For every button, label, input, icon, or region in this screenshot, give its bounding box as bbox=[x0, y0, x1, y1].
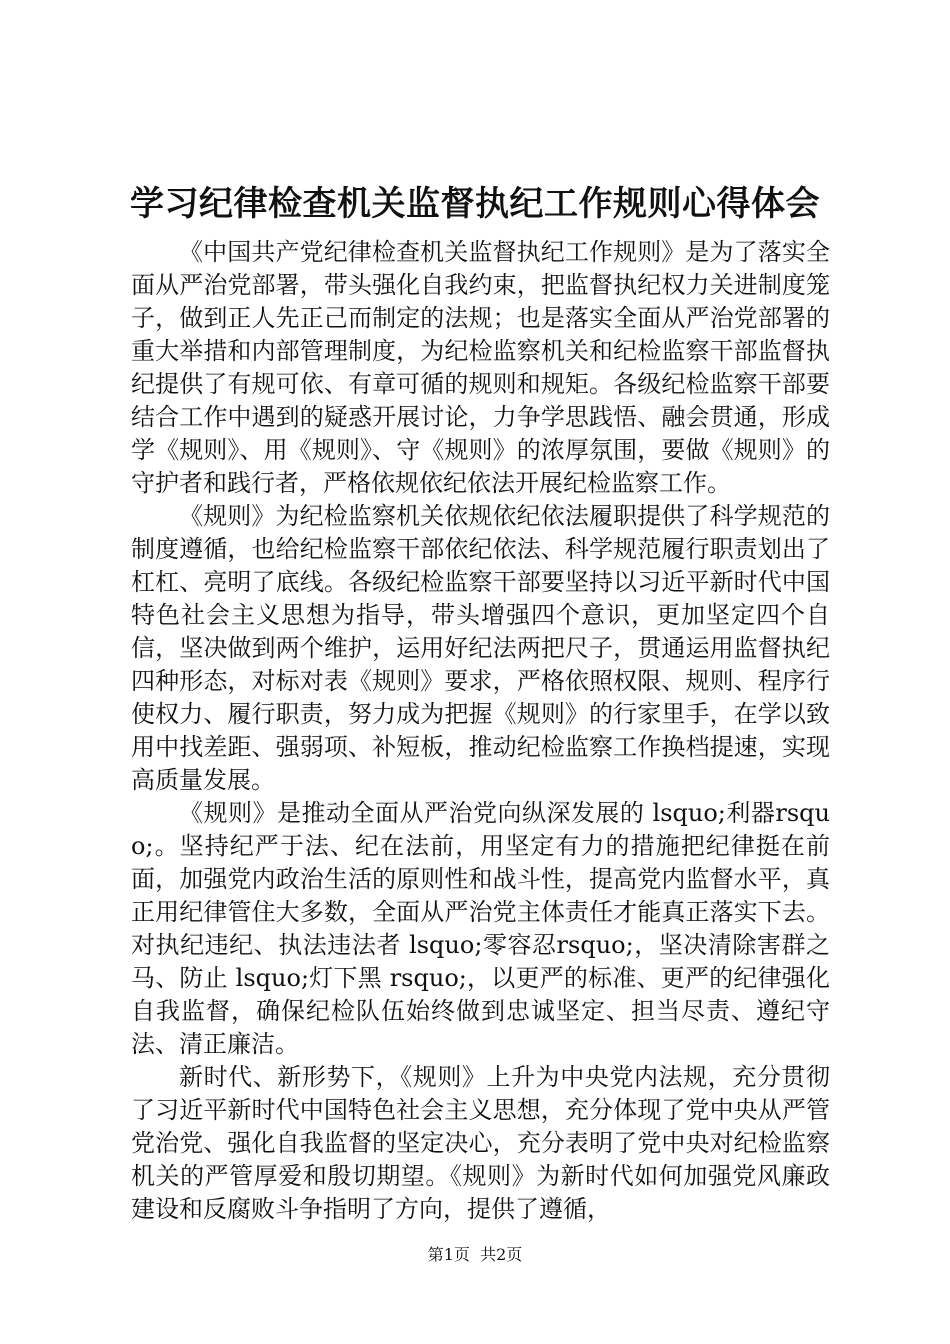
paragraph-2: 《规则》为纪检监察机关依规依纪依法履职提供了科学规范的制度遵循，也给纪检监察干部依纪依法、科学规范履行职责划出了杠杠、亮明了底线。各级纪检监察干部要坚持以习近平新时代中国特色社会主义思想为指导，带头增强四个意识，更加坚定四个自信，坚决做到两个维护，运用好纪法两把尺子，贯通运用监督执纪四种形态，对标对表《规则》要求，严格依照权限、规则、程序行使权力、履行职责，努力成为把握《规则》的行家里手，在学以致用中找差距、强弱项、补短板，推动纪检监察工作换档提速，实现高质量发展。 bbox=[131, 502, 830, 794]
document-title: 学习纪律检查机关监督执纪工作规则心得体会 bbox=[130, 184, 820, 224]
paragraph-1: 《中国共产党纪律检查机关监督执纪工作规则》是为了落实全面从严治党部署，带头强化自我约束，把监督执纪权力关进制度笼子，做到正人先正己而制定的法规；也是落实全面从严治党部署的重大举措和内部管理制度，为纪检监察机关和纪检监察干部监督执纪提供了有规可依、有章可循的规则和规矩。各级纪检监察干部要结合工作中遇到的疑惑开展讨论，力争学思践悟、融会贯通，形成学《规则》、用《规则》、守《规则》的浓厚氛围，要做《规则》的守护者和践行者，严格依规依纪依法开展纪检监察工作。 bbox=[131, 238, 830, 497]
paragraph-4: 新时代、新形势下，《规则》上升为中央党内法规，充分贯彻了习近平新时代中国特色社会主义思想，充分体现了党中央从严管党治党、强化自我监督的坚定决心，充分表明了党中央对纪检监察机关的严管厚爱和殷切期望。《规则》为新时代如何加强党风廉政建设和反腐败斗争指明了方向，提供了遵循， bbox=[131, 1063, 830, 1223]
document-body bbox=[131, 236, 830, 1226]
page-number: 第1页 共2页 bbox=[427, 1245, 523, 1264]
paragraph-3: 《规则》是推动全面从严治党向纵深发展的 lsquo;利器rsquo;。坚持纪严于法、纪在法前，用坚定有力的措施把纪律挺在前面，加强党内政治生活的原则性和战斗性，提高党内监督水平，真正用纪律管住大多数，全面从严治党主体责任才能真正落实下去。对执纪违纪、执法违法者 lsquo;零容忍rsquo;，坚决清除害群之马、防止 lsquo;灯下黑 rsquo;，以更严的标准、更严的纪律强化自我监督，确保纪检队伍始终做到忠诚坚定、担当尽责、遵纪守法、清正廉洁。 bbox=[131, 799, 830, 1058]
page-footer bbox=[0, 1245, 950, 1265]
